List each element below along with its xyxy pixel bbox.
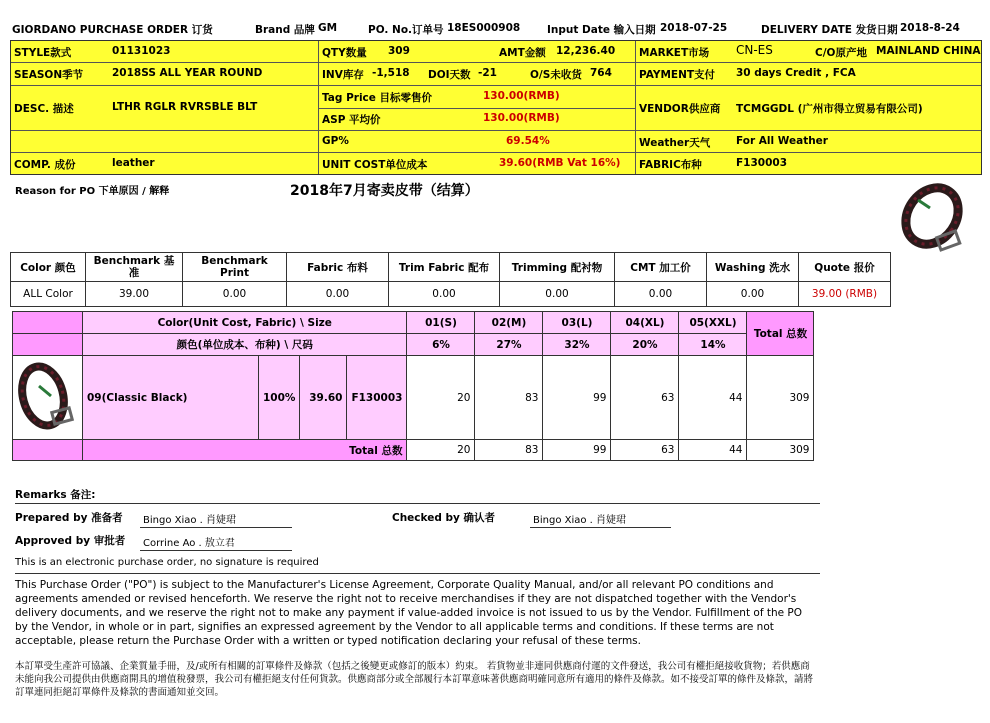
po-title: GIORDANO PURCHASE ORDER 订货 bbox=[12, 24, 213, 36]
size-label-m: 02(M) bbox=[475, 312, 543, 334]
size-header-title-en: Color(Unit Cost, Fabric) \ Size bbox=[83, 312, 407, 334]
cost-header-trim-fabric: Trim Fabric 配布 bbox=[389, 253, 500, 282]
delivery-date-value: 2018-8-24 bbox=[900, 22, 960, 34]
unit-cost-value: 39.60(RMB Vat 16%) bbox=[499, 157, 621, 169]
row-qty-l: 99 bbox=[543, 356, 611, 440]
cost-value-fabric: 0.00 bbox=[287, 282, 389, 307]
cost-header-benchmark-print: Benchmark Print bbox=[183, 253, 287, 282]
origin-label: C/O原产地 bbox=[815, 47, 867, 59]
cost-header-washing: Washing 洗水 bbox=[707, 253, 799, 282]
size-label-s: 01(S) bbox=[407, 312, 475, 334]
grand-total: 309 bbox=[747, 440, 814, 461]
table-row bbox=[13, 356, 814, 440]
size-pct-s: 6% bbox=[407, 334, 475, 356]
vendor-label: VENDOR供应商 bbox=[639, 103, 721, 115]
po-header bbox=[0, 0, 990, 40]
total-qty-s: 20 bbox=[407, 440, 475, 461]
size-breakdown-table bbox=[12, 311, 814, 461]
cost-value-benchmark-print: 0.00 bbox=[183, 282, 287, 307]
doi-value: -21 bbox=[478, 67, 497, 79]
payment-value: 30 days Credit , FCA bbox=[736, 67, 856, 79]
asp-label: ASP 平均价 bbox=[322, 114, 381, 126]
cost-header-benchmark: Benchmark 基准 bbox=[86, 253, 183, 282]
row-qty-s: 20 bbox=[407, 356, 475, 440]
size-header-title-zh: 颜色(单位成本、布种) \ 尺码 bbox=[83, 334, 407, 356]
row-qty-m: 83 bbox=[475, 356, 543, 440]
cost-value-color: ALL Color bbox=[11, 282, 86, 307]
inv-value: -1,518 bbox=[372, 67, 410, 79]
approved-by-value: Corrine Ao . 敖立君 bbox=[143, 538, 235, 549]
row-pct: 100% bbox=[259, 356, 300, 440]
market-value: CN-ES bbox=[736, 43, 773, 57]
size-label-xxl: 05(XXL) bbox=[679, 312, 747, 334]
reason-label: Reason for PO 下单原因 / 解释 bbox=[15, 186, 170, 197]
vendor-value: TCMGGDL (广州市得立贸易有限公司) bbox=[736, 103, 923, 115]
qty-label: QTY数量 bbox=[322, 47, 367, 59]
row-cost: 39.60 bbox=[300, 356, 347, 440]
cost-value-benchmark: 39.00 bbox=[86, 282, 183, 307]
size-label-l: 03(L) bbox=[543, 312, 611, 334]
fabric-value: F130003 bbox=[736, 157, 788, 169]
comp-label: COMP. 成份 bbox=[14, 159, 76, 171]
season-value: 2018SS ALL YEAR ROUND bbox=[112, 67, 263, 79]
payment-label: PAYMENT支付 bbox=[639, 69, 716, 81]
size-pct-m: 27% bbox=[475, 334, 543, 356]
total-qty-l: 99 bbox=[543, 440, 611, 461]
cost-value-row bbox=[11, 282, 891, 307]
belt-product-icon bbox=[896, 178, 974, 262]
terms-english: This Purchase Order ("PO") is subject to the Manufacturer's License Agreement, Corporate Quality Manual, and/or all relevant PO conditions and agreements amended or revised henceforth. We reserve the right not to receive merchandises if they are not dispatched together with the Vendor's delivery documents, and we reserve the right not to make any payment if value-added invoice is not issued to us by the Vendor. Fulfillment of the PO by the Vendor, in whole or in part, signifies an expressed agreement by the Vendor to all applicable terms and conditions. If these terms are not acceptable, please return the Purchase Order with a written or typed notification declaring your refusal of these terms. bbox=[15, 579, 803, 647]
approved-by-label: Approved by 审批者 bbox=[15, 535, 126, 547]
size-label-xl: 04(XL) bbox=[611, 312, 679, 334]
size-header-row-2 bbox=[13, 334, 814, 356]
gp-value: 69.54% bbox=[506, 135, 550, 147]
fabric-label: FABRIC布种 bbox=[639, 159, 702, 171]
delivery-date-label: DELIVERY DATE 发货日期 bbox=[761, 24, 898, 36]
cost-value-cmt: 0.00 bbox=[615, 282, 707, 307]
cost-header-color: Color 颜色 bbox=[11, 253, 86, 282]
row-color: 09(Classic Black) bbox=[83, 356, 259, 440]
asp-value: 130.00(RMB) bbox=[483, 112, 560, 124]
cost-header-trimming: Trimming 配衬物 bbox=[500, 253, 615, 282]
season-label: SEASON季节 bbox=[14, 69, 84, 81]
origin-value: MAINLAND CHINA bbox=[876, 45, 981, 57]
cost-breakdown-table bbox=[10, 252, 891, 307]
cost-value-trimming: 0.00 bbox=[500, 282, 615, 307]
cost-header-quote: Quote 报价 bbox=[799, 253, 891, 282]
brand-value: GM bbox=[318, 22, 338, 34]
checked-by-value: Bingo Xiao . 肖婕珺 bbox=[533, 515, 627, 526]
amt-label: AMT金额 bbox=[499, 47, 546, 59]
total-qty-xl: 63 bbox=[611, 440, 679, 461]
belt-thumbnail-icon bbox=[13, 356, 81, 436]
tag-price-label: Tag Price 目标零售价 bbox=[322, 92, 433, 104]
row-qty-xl: 63 bbox=[611, 356, 679, 440]
desc-value: LTHR RGLR RVRSBLE BLT bbox=[112, 101, 258, 113]
os-value: 764 bbox=[590, 67, 612, 79]
remarks-label: Remarks 备注: bbox=[15, 489, 96, 501]
style-label: STYLE款式 bbox=[14, 47, 72, 59]
cost-value-quote: 39.00 (RMB) bbox=[799, 282, 891, 307]
po-number-label: PO. No.订单号 bbox=[368, 24, 444, 36]
style-value: 01131023 bbox=[112, 45, 171, 57]
weather-label: Weather天气 bbox=[639, 137, 711, 149]
size-total-label: Total 总数 bbox=[83, 440, 407, 461]
row-fabric: F130003 bbox=[347, 356, 407, 440]
size-total-row bbox=[13, 440, 814, 461]
size-total-header: Total 总数 bbox=[747, 312, 814, 356]
size-header-row-1 bbox=[13, 312, 814, 334]
input-date-label: Input Date 输入日期 bbox=[547, 24, 656, 36]
row-total: 309 bbox=[747, 356, 814, 440]
input-date-value: 2018-07-25 bbox=[660, 22, 728, 34]
amt-value: 12,236.40 bbox=[556, 45, 616, 57]
market-label: MARKET市场 bbox=[639, 47, 710, 59]
total-qty-xxl: 44 bbox=[679, 440, 747, 461]
inv-label: INV库存 bbox=[322, 69, 364, 81]
cost-header-fabric: Fabric 布料 bbox=[287, 253, 389, 282]
size-breakdown bbox=[12, 311, 814, 461]
size-pct-l: 32% bbox=[543, 334, 611, 356]
size-pct-xxl: 14% bbox=[679, 334, 747, 356]
size-pct-xl: 20% bbox=[611, 334, 679, 356]
row-qty-xxl: 44 bbox=[679, 356, 747, 440]
doi-label: DOI天数 bbox=[428, 69, 471, 81]
prepared-by-value: Bingo Xiao . 肖婕珺 bbox=[143, 515, 237, 526]
prepared-by-label: Prepared by 准备者 bbox=[15, 512, 123, 524]
weather-value: For All Weather bbox=[736, 135, 828, 147]
po-info-block bbox=[10, 40, 982, 175]
brand-label: Brand 品牌 bbox=[255, 24, 315, 36]
tag-price-value: 130.00(RMB) bbox=[483, 90, 560, 102]
total-qty-m: 83 bbox=[475, 440, 543, 461]
checked-by-label: Checked by 确认者 bbox=[392, 512, 496, 524]
row-product-image bbox=[13, 356, 83, 440]
cost-header-cmt: CMT 加工价 bbox=[615, 253, 707, 282]
electronic-notice: This is an electronic purchase order, no signature is required bbox=[15, 557, 319, 568]
terms-chinese: 本訂單受生產許可協議、企業質量手冊，及/或所有相關的訂單條件及條款（包括之後變更或修訂的版本）約束。 若貨物並非連同供應商付運的文件發送，我公司有權拒絕接收貨物；若供應商未能向我公司提供由供應商開具的增值稅發票，我公司有權拒絕支付任何貨款。供應商部分或全部履行本訂單意味著供應商明確同意所有適用的條件及條款。如不接受訂單的條件及條款，請將訂單連同拒絕訂單條件及條款的書面通知並交回。 bbox=[15, 661, 814, 698]
gp-label: GP% bbox=[322, 135, 349, 147]
os-label: O/S未收货 bbox=[530, 69, 582, 81]
cost-value-trim-fabric: 0.00 bbox=[389, 282, 500, 307]
cost-header-row bbox=[11, 253, 891, 282]
po-number-value: 18ES000908 bbox=[447, 22, 521, 34]
qty-value: 309 bbox=[388, 45, 410, 57]
comp-value: leather bbox=[112, 157, 155, 169]
desc-label: DESC. 描述 bbox=[14, 103, 74, 115]
cost-value-washing: 0.00 bbox=[707, 282, 799, 307]
reason-text: 2018年7月寄卖皮带（结算） bbox=[290, 183, 479, 199]
unit-cost-label: UNIT COST单位成本 bbox=[322, 159, 428, 171]
